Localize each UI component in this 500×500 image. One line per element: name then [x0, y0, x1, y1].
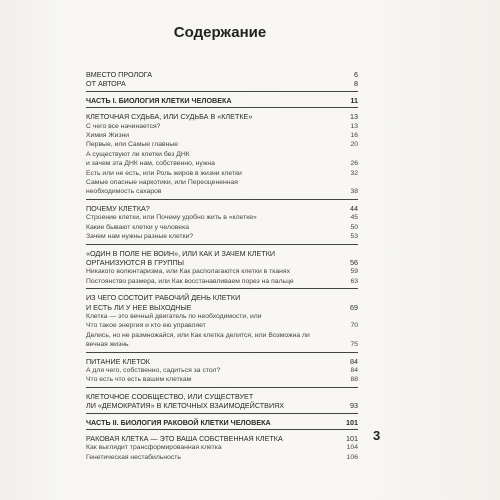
toc-entry-title: и зачем эта ДНК нам, собственно, нужна: [86, 160, 215, 168]
toc-entry[interactable]: [86, 159, 358, 168]
toc-part-heading[interactable]: [86, 418, 358, 427]
toc-entry-title: Самые опасные наркотики, или Переоцененная: [86, 179, 238, 187]
toc-entry-title: Делись, но не размножайся, или Как клетка делится, или Возможна ли: [86, 331, 310, 339]
toc-section: [86, 434, 358, 464]
toc-entry[interactable]: [86, 131, 358, 140]
toc-entry-title: ОТ АВТОРА: [86, 79, 126, 89]
toc-section: [86, 418, 358, 430]
toc-entry-page: 53: [350, 233, 358, 241]
toc-entry-page: 8: [354, 79, 358, 89]
toc-entry-page: 32: [350, 169, 358, 177]
toc-section: [86, 96, 358, 108]
toc-section: [86, 293, 358, 352]
toc-entry-page: 16: [350, 132, 358, 140]
toc-entry[interactable]: [86, 232, 358, 241]
toc-entry[interactable]: [86, 213, 358, 222]
toc-entry[interactable]: [86, 303, 358, 312]
toc-entry-page: 101: [346, 434, 358, 443]
toc-entry-page: 106: [346, 453, 358, 461]
toc-section: [86, 392, 358, 414]
toc-entry-title: ПОЧЕМУ КЛЕТКА?: [86, 203, 150, 213]
toc-entry[interactable]: [86, 321, 358, 330]
toc-entry[interactable]: [86, 79, 358, 88]
toc-entry[interactable]: [86, 375, 358, 384]
toc-entry-title: КЛЕТОЧНОЕ СООБЩЕСТВО, ИЛИ СУЩЕСТВУЕТ: [86, 391, 254, 401]
toc-entry[interactable]: [86, 434, 358, 443]
toc-entry-page: 50: [350, 223, 358, 231]
toc-entry-page: 20: [350, 141, 358, 149]
toc-entry-title: А существуют ли клетки без ДНК: [86, 150, 190, 158]
toc-entry-title: И ЕСТЬ ЛИ У НЕЕ ВЫХОДНЫЕ: [86, 302, 192, 312]
toc-entry-title: Что такое энергия и кто ею управляет: [86, 322, 206, 330]
toc-entry[interactable]: [86, 140, 358, 149]
toc-entry-page: 93: [350, 401, 358, 411]
toc-entry-title: Как выглядит трансформированная клетка: [86, 444, 222, 452]
toc-entry-page: 13: [350, 112, 358, 122]
toc-entry-title: А для чего, собственно, садиться за стол?: [86, 366, 221, 374]
toc-entry[interactable]: [86, 169, 358, 178]
toc-entry-page: 63: [350, 277, 358, 285]
toc-entry-page: 88: [350, 376, 358, 384]
toc-entry-title: КЛЕТОЧНАЯ СУДЬБА, ИЛИ СУДЬБА В «КЛЕТКЕ»: [86, 112, 253, 122]
toc-entry-page: 26: [350, 160, 358, 168]
toc-entry[interactable]: [86, 249, 358, 258]
page-title: Содержание: [173, 24, 267, 41]
toc-entry[interactable]: [86, 331, 358, 340]
toc-entry-page: 84: [350, 366, 358, 374]
toc-entry[interactable]: [86, 178, 358, 187]
toc-entry-title: ОРГАНИЗУЮТСЯ В ГРУППЫ: [86, 257, 184, 267]
toc-entry-title: ВМЕСТО ПРОЛОГА: [86, 70, 153, 79]
toc-entry-title: «ОДИН В ПОЛЕ НЕ ВОИН», ИЛИ КАК И ЗАЧЕМ КЛЕТКИ: [86, 248, 276, 258]
toc-entry[interactable]: [86, 223, 358, 232]
toc-section: [86, 357, 358, 388]
toc-entry-title: Какие бывают клетки у человека: [86, 223, 189, 231]
toc-entry-page: 38: [350, 188, 358, 196]
toc-entry-title: необходимость сахаров: [86, 188, 162, 196]
table-of-contents: [86, 70, 358, 468]
toc-entry[interactable]: [86, 401, 358, 410]
toc-section: [86, 70, 358, 92]
toc-entry[interactable]: [86, 340, 358, 349]
toc-entry[interactable]: [86, 366, 358, 375]
toc-entry-title: Строение клетки, или Почему удобно жить в «клетке»: [86, 214, 257, 222]
toc-entry[interactable]: [86, 150, 358, 159]
toc-entry[interactable]: [86, 112, 358, 121]
toc-entry[interactable]: [86, 70, 358, 79]
toc-entry-page: 104: [346, 444, 358, 452]
toc-entry-title: ЧАСТЬ II. БИОЛОГИЯ РАКОВОЙ КЛЕТКИ ЧЕЛОВЕКА: [86, 417, 271, 427]
toc-entry-page: 44: [350, 203, 358, 213]
page-number: 3: [373, 428, 381, 443]
toc-section: [86, 204, 358, 245]
toc-entry[interactable]: [86, 357, 358, 366]
toc-entry[interactable]: [86, 204, 358, 213]
toc-entry[interactable]: [86, 453, 358, 462]
toc-entry-title: Постоянство размера, или Как восстанавливаем порез на пальце: [86, 277, 294, 285]
toc-entry-title: Генетическая нестабильность: [86, 453, 181, 461]
toc-entry-page: 13: [350, 122, 358, 130]
toc-entry-title: ПИТАНИЕ КЛЕТОК: [86, 356, 150, 366]
toc-entry-title: Никакого волюнтаризма, или Как располагаются клетки в тканях: [86, 268, 290, 276]
toc-entry-title: ЛИ «ДЕМОКРАТИЯ» В КЛЕТОЧНЫХ ВЗАИМОДЕЙСТВИЯХ: [86, 401, 285, 411]
toc-entry-page: 70: [350, 322, 358, 330]
toc-entry[interactable]: [86, 122, 358, 131]
toc-entry[interactable]: [86, 443, 358, 452]
toc-entry-title: Что есть что есть вашим клеткам: [86, 376, 192, 384]
toc-entry-title: Зачем нам нужны разные клетки?: [86, 233, 194, 241]
toc-entry-page: 101: [346, 417, 358, 427]
toc-section: [86, 112, 358, 200]
toc-entry-title: С чего все начинается?: [86, 122, 161, 130]
toc-entry-page: 75: [350, 341, 358, 349]
toc-entry-page: 56: [350, 257, 358, 267]
toc-entry-title: РАКОВАЯ КЛЕТКА — ЭТО ВАША СОБСТВЕННАЯ КЛЕТКА: [86, 434, 283, 443]
toc-entry[interactable]: [86, 293, 358, 302]
toc-entry-title: ИЗ ЧЕГО СОСТОИТ РАБОЧИЙ ДЕНЬ КЛЕТКИ: [86, 293, 241, 303]
toc-part-heading[interactable]: [86, 96, 358, 105]
toc-entry-title: Первые, или Самые главные: [86, 141, 179, 149]
toc-entry-page: 11: [350, 95, 358, 105]
toc-entry[interactable]: [86, 312, 358, 321]
toc-entry-title: Есть или не есть, или Роль жиров в жизни клетки: [86, 169, 242, 177]
toc-entry[interactable]: [86, 267, 358, 276]
toc-entry-title: ЧАСТЬ I. БИОЛОГИЯ КЛЕТКИ ЧЕЛОВЕКА: [86, 95, 232, 105]
toc-section: [86, 249, 358, 290]
toc-entry-title: вечная жизнь: [86, 341, 129, 349]
toc-entry[interactable]: [86, 277, 358, 286]
toc-entry-page: 45: [350, 214, 358, 222]
toc-entry-page: 6: [354, 70, 358, 79]
toc-entry[interactable]: [86, 392, 358, 401]
toc-entry-page: 84: [350, 356, 358, 366]
toc-entry[interactable]: [86, 258, 358, 267]
toc-entry[interactable]: [86, 187, 358, 196]
toc-entry-title: Клетка — это вечный двигатель по необходимости, или: [86, 312, 262, 320]
toc-entry-title: Химия Жизни: [86, 132, 130, 140]
toc-entry-page: 69: [350, 302, 358, 312]
toc-entry-page: 59: [350, 268, 358, 276]
